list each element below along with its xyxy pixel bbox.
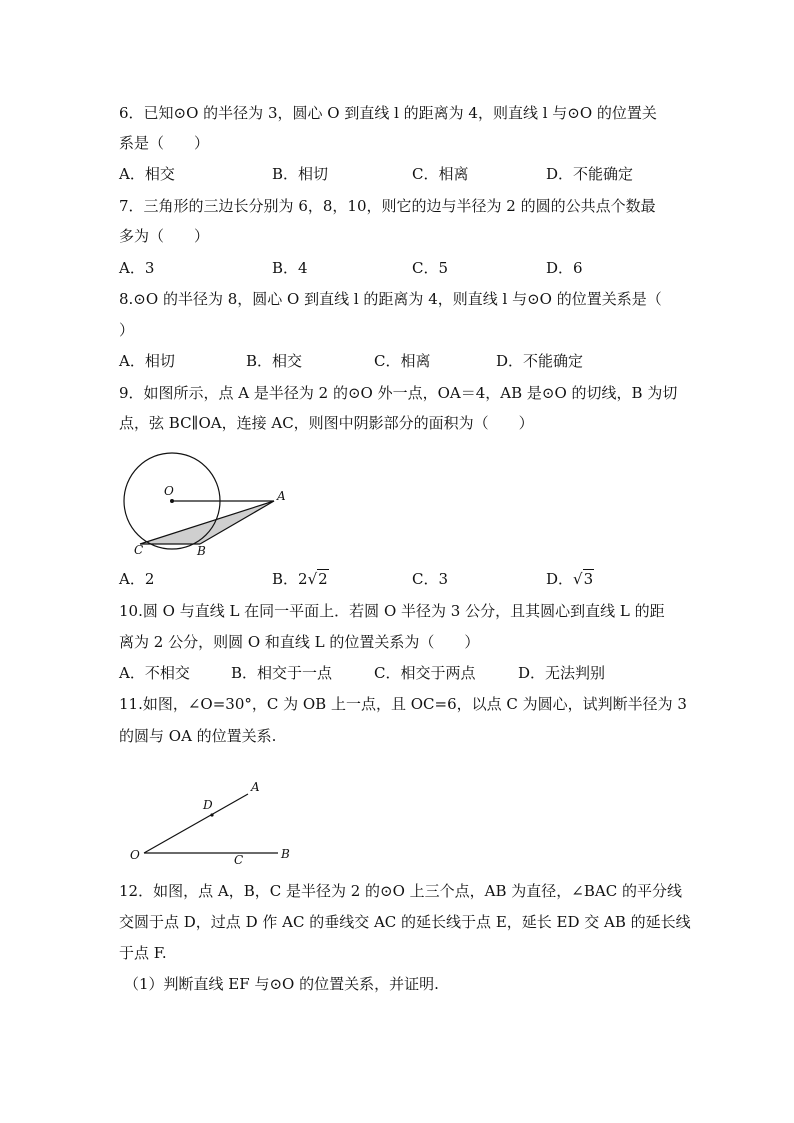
q9-label-o: O	[164, 484, 174, 498]
q8-stem-line1: 8.⊙O 的半径为 8，圆心 O 到直线 l 的距离为 4，则直线 l 与⊙O 的位置关系是（	[119, 290, 662, 308]
q9-center-dot	[170, 499, 174, 503]
q9-option-c: C．3	[412, 570, 449, 588]
q6-stem-line2: 系是（ ）	[119, 134, 210, 152]
q8-option-d: D．不能确定	[496, 352, 584, 370]
q8-stem-line2: ）	[119, 321, 135, 339]
q10-option-b: B．相交于一点	[231, 664, 333, 682]
q10-option-c: C．相交于两点	[374, 664, 476, 682]
q7-stem-line2: 多为（ ）	[119, 227, 210, 245]
q9-option-b-prefix: B．2	[272, 570, 308, 588]
q11-label-d: D	[203, 798, 213, 812]
q8-option-b: B．相交	[246, 352, 303, 370]
q9-label-a: A	[277, 489, 286, 503]
sqrt-symbol: √2	[307, 570, 328, 588]
q12-stem-line1: 12．如图，点 A，B，C 是半径为 2 的⊙O 上三个点，AB 为直径，∠BAC 的平分线	[119, 882, 682, 900]
q7-option-b: B．4	[272, 259, 308, 277]
q7-stem-line1: 7．三角形的三边长分别为 6，8，10，则它的边与半径为 2 的圆的公共点个数最	[119, 197, 656, 215]
q11-label-b: B	[281, 847, 290, 861]
q11-label-c: C	[234, 853, 244, 867]
q11-stem-line2: 的圆与 OA 的位置关系.	[119, 727, 277, 745]
q9-option-d-prefix: D．	[546, 570, 574, 588]
q11-label-o: O	[130, 848, 140, 862]
q9-option-a: A．2	[119, 570, 155, 588]
q9-option-b-radicand: 2	[318, 570, 328, 588]
q9-stem-line2: 点，弦 BC∥OA，连接 AC，则图中阴影部分的面积为（ ）	[119, 414, 534, 432]
q8-option-a: A．相切	[119, 352, 175, 370]
q12-part1: （1）判断直线 EF 与⊙O 的位置关系，并证明.	[124, 975, 439, 993]
q11-stem-line1: 11.如图，∠O=30°，C 为 OB 上一点，且 OC=6，以点 C 为圆心，试判断半径为 3	[119, 695, 687, 713]
q10-option-a: A．不相交	[119, 664, 190, 682]
q6-option-d: D．不能确定	[546, 165, 634, 183]
q7-option-c: C．5	[412, 259, 449, 277]
q9-circle-tangent-figure	[118, 452, 298, 560]
q6-stem-line1: 6．已知⊙O 的半径为 3，圆心 O 到直线 l 的距离为 4，则直线 l 与⊙O 的位置关	[119, 104, 657, 122]
q10-stem-line2: 离为 2 公分，则圆 O 和直线 L 的位置关系为（ ）	[119, 633, 480, 651]
q12-stem-line2: 交圆于点 D，过点 D 作 AC 的垂线交 AC 的延长线于点 E，延长 ED 交 AB 的延长线	[119, 913, 691, 931]
q9-label-c: C	[134, 543, 144, 557]
q9-option-b	[272, 569, 329, 589]
q9-option-d	[546, 569, 594, 589]
q6-option-c: C．相离	[412, 165, 469, 183]
q6-option-b: B．相切	[272, 165, 329, 183]
q9-option-d-radicand: 3	[583, 570, 594, 588]
q11-point-d-dot	[210, 813, 213, 816]
q8-option-c: C．相离	[374, 352, 431, 370]
q7-option-a: A．3	[119, 259, 155, 277]
q10-option-d: D．无法判别	[518, 664, 606, 682]
q10-stem-line1: 10.圆 O 与直线 L 在同一平面上．若圆 O 半径为 3 公分，且其圆心到直线 L 的距	[119, 602, 665, 620]
q11-label-a: A	[251, 780, 260, 794]
q7-option-d: D．6	[546, 259, 583, 277]
q9-stem-line1: 9．如图所示，点 A 是半径为 2 的⊙O 外一点，OA＝4，AB 是⊙O 的切线，B 为切	[119, 384, 678, 402]
q9-label-b: B	[197, 544, 206, 558]
q6-option-a: A．相交	[119, 165, 175, 183]
q11-ray-oa	[144, 794, 248, 853]
sqrt-symbol: √3	[573, 570, 594, 588]
q12-stem-line3: 于点 F.	[119, 944, 167, 962]
q11-angle-figure	[124, 776, 304, 868]
